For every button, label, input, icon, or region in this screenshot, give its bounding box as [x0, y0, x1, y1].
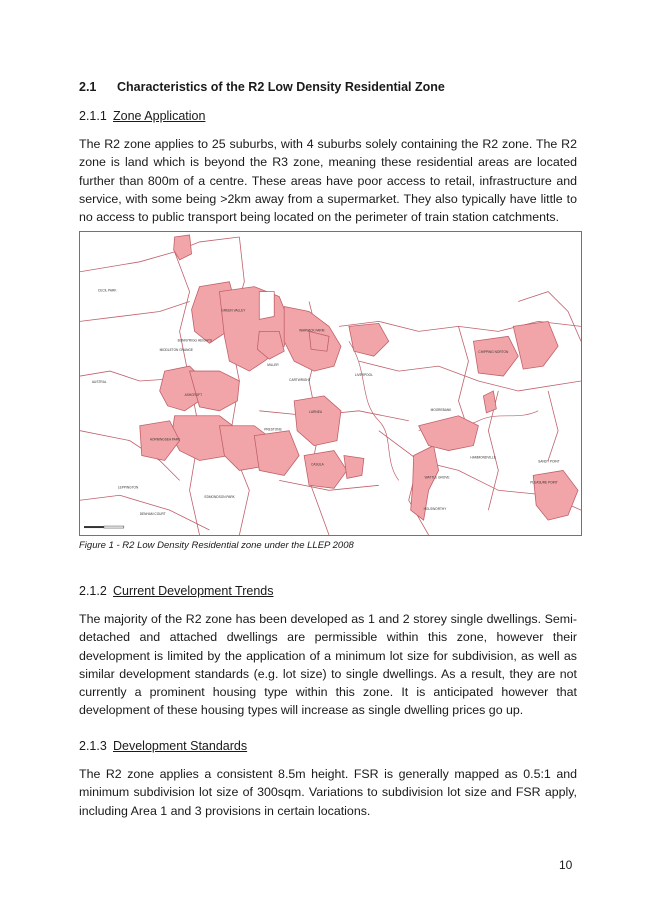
subsection-heading-zone-application: [79, 109, 205, 123]
map-label: CARTWRIGHT: [289, 378, 311, 383]
subsection-title: Current Development Trends: [113, 584, 274, 598]
scale-bar: [84, 526, 124, 528]
subsection-number: 2.1.3: [79, 739, 107, 753]
map-label: MILLER: [267, 363, 279, 368]
map-graphic: [80, 232, 581, 535]
map-label: WARWICK FARM: [299, 328, 325, 333]
map-label: MIDDLETON GRANGE: [159, 348, 193, 353]
subsection-number: 2.1.1: [79, 109, 107, 123]
subsection-heading-development-standards: [79, 739, 247, 753]
map-label: MOOREBANK: [430, 407, 452, 412]
paragraph-development-standards: The R2 zone applies a consistent 8.5m height. FSR is generally mapped as 0.5:1 and minimum subdivision lot size of 300sqm. Variations to subdivision lot size and FSR apply, including Area 1 and 3 provisions in certain locations.: [79, 767, 577, 818]
map-label: CHIPPING NORTON: [478, 350, 509, 355]
subsection-title: Development Standards: [113, 739, 248, 753]
suburb-boundaries: [80, 237, 581, 535]
paragraph-development-trends: The majority of the R2 zone has been developed as 1 and 2 storey single dwellings. Semi-detached and attached dwellings are permissible within this zone, however their development is limited by the application of a minimum lot size for subdivision, as well as similar development standards (e.g. lot size) to single dwellings. As a result, they are not currently a prominent housing type within this zone. It is anticipated however that development of these housing types will increase as single dwelling prices go up.: [79, 612, 577, 718]
map-label: HORNINGSEA PARK: [149, 437, 181, 442]
map-label: LURNEA: [309, 409, 322, 414]
subsection-number: 2.1.2: [79, 584, 107, 598]
map-label: LIVERPOOL: [354, 373, 373, 378]
map-label: HAMMONDVILLE: [470, 455, 496, 460]
section-title: Characteristics of the R2 Low Density Residential Zone: [117, 80, 445, 94]
map-label: BONNYRIGG HEIGHTS: [177, 338, 213, 343]
map-label: DENHAM COURT: [139, 512, 166, 517]
map-label: CASULA: [311, 462, 324, 467]
map-label: ASHCROFT: [184, 392, 203, 397]
subsection-title: Zone Application: [113, 109, 206, 123]
section-number: 2.1: [79, 80, 97, 94]
r2-zone-map: [79, 231, 582, 536]
map-label: WATTLE GROVE: [424, 475, 450, 480]
map-label: PRESTONS: [264, 427, 282, 432]
map-label: HOLSWORTHY: [423, 507, 447, 512]
figure-caption: Figure 1 - R2 Low Density Residential zone under the LLEP 2008: [79, 540, 354, 551]
subsection-heading-development-trends: [79, 584, 274, 598]
paragraph-zone-application: The R2 zone applies to 25 suburbs, with 4 suburbs solely containing the R2 zone. The R2 zone is land which is beyond the R3 zone, meaning these residential areas are located further than 800m of a centre. These areas have poor access to retail, infrastructure and service, with some being >2km away from a supermarket. They also typically have little to no access to public transport being located on the perimeter of train station catchments.: [79, 137, 577, 225]
section-heading: [79, 80, 445, 94]
map-label: CECIL PARK: [97, 288, 117, 293]
map-label: PLEASURE POINT: [530, 480, 558, 485]
page-number: 10: [559, 858, 573, 872]
map-label: AUSTRAL: [91, 380, 107, 385]
map-label: GREEN VALLEY: [221, 308, 246, 313]
r2-zone-areas: [140, 235, 578, 520]
map-label: LEPPINGTON: [117, 485, 139, 490]
map-label: EDMONDSON PARK: [204, 495, 235, 500]
map-label: SANDY POINT: [538, 459, 560, 464]
